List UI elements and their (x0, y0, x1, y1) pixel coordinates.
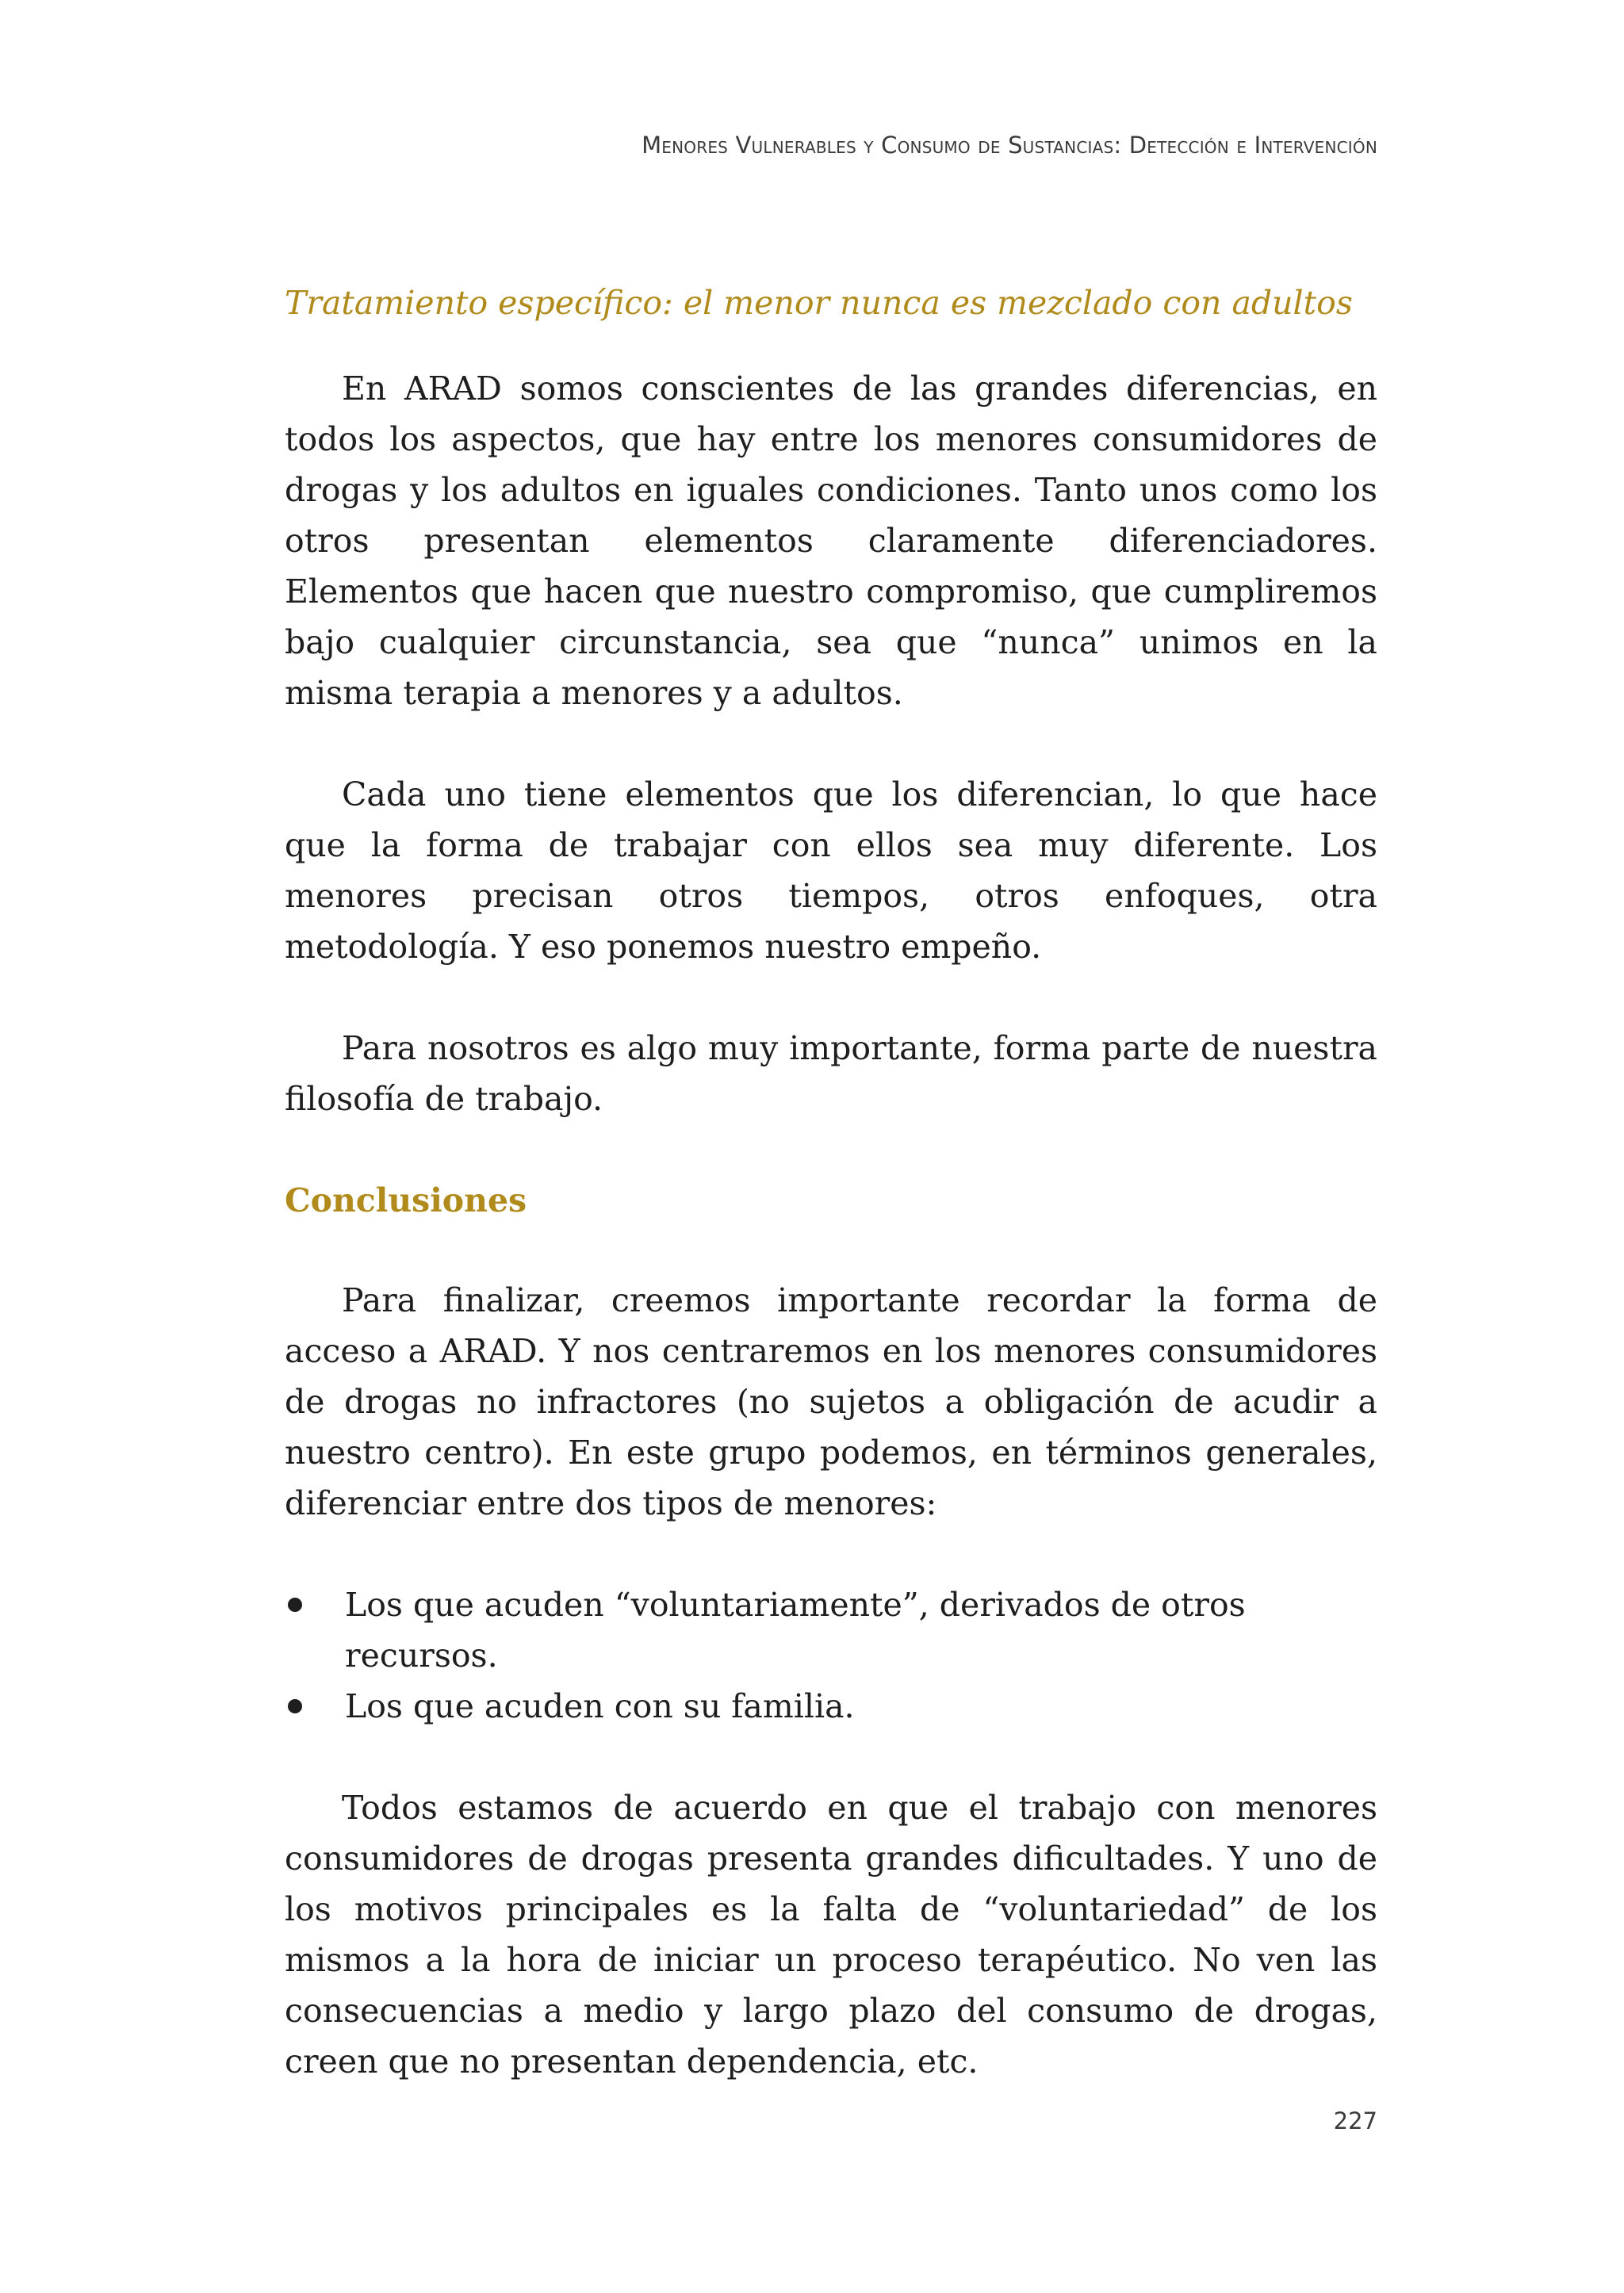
paragraph: En ARAD somos conscientes de las grandes diferencias, en todos los aspectos, que hay entre los menores consumidores de drogas y los adultos en iguales condiciones. Tanto unos como los otros presentan elementos claramente diferenciadores. Elementos que hacen que nuestro compromiso, que cumpliremos bajo cualquier circunstancia, sea que “nunca” unimos en la misma terapia a menores y a adultos. (285, 369, 1377, 712)
paragraph: Para finalizar, creemos importante recordar la forma de acceso a ARAD. Y nos centraremos en los menores consumidores de drogas no infractores (no sujetos a obligación de acudir a nuestro centro). En este grupo podemos, en términos generales, diferenciar entre dos tipos de menores: (285, 1281, 1377, 1522)
running-header: Menores Vulnerables y Consumo de Sustancias: Detección e Intervención (642, 132, 1377, 159)
list-item-text: Los que acuden “voluntariamente”, derivados de otros recursos. (345, 1586, 1246, 1675)
list-item (285, 1681, 1377, 1732)
bullet-icon (288, 1598, 302, 1612)
paragraph: Todos estamos de acuerdo en que el trabajo con menores consumidores de drogas presenta grandes dificultades. Y uno de los motivos principales es la falta de “voluntariedad” de los mismos a la hora de iniciar un proceso terapéutico. No ven las consecuencias a medio y largo plazo del consumo de drogas, creen que no presentan dependencia, etc. (285, 1789, 1377, 2081)
bullet-list (285, 1579, 1377, 1732)
bullet-icon (288, 1699, 302, 1713)
paragraph: Para nosotros es algo muy importante, forma parte de nuestra filosofía de trabajo. (285, 1029, 1377, 1118)
page-content (285, 278, 1377, 2138)
section-subheading: Tratamiento específico: el menor nunca es mezclado con adultos (285, 284, 1353, 322)
list-item (285, 1579, 1377, 1681)
section-heading: Conclusiones (285, 1181, 527, 1219)
list-item-text: Los que acuden con su familia. (345, 1687, 855, 1725)
page-number: 227 (1333, 2107, 1377, 2134)
paragraph: Cada uno tiene elementos que los diferencian, lo que hace que la forma de trabajar con ellos sea muy diferente. Los menores precisan otros tiempos, otros enfoques, otra metodología. Y eso ponemos nuestro empeño. (285, 775, 1377, 966)
